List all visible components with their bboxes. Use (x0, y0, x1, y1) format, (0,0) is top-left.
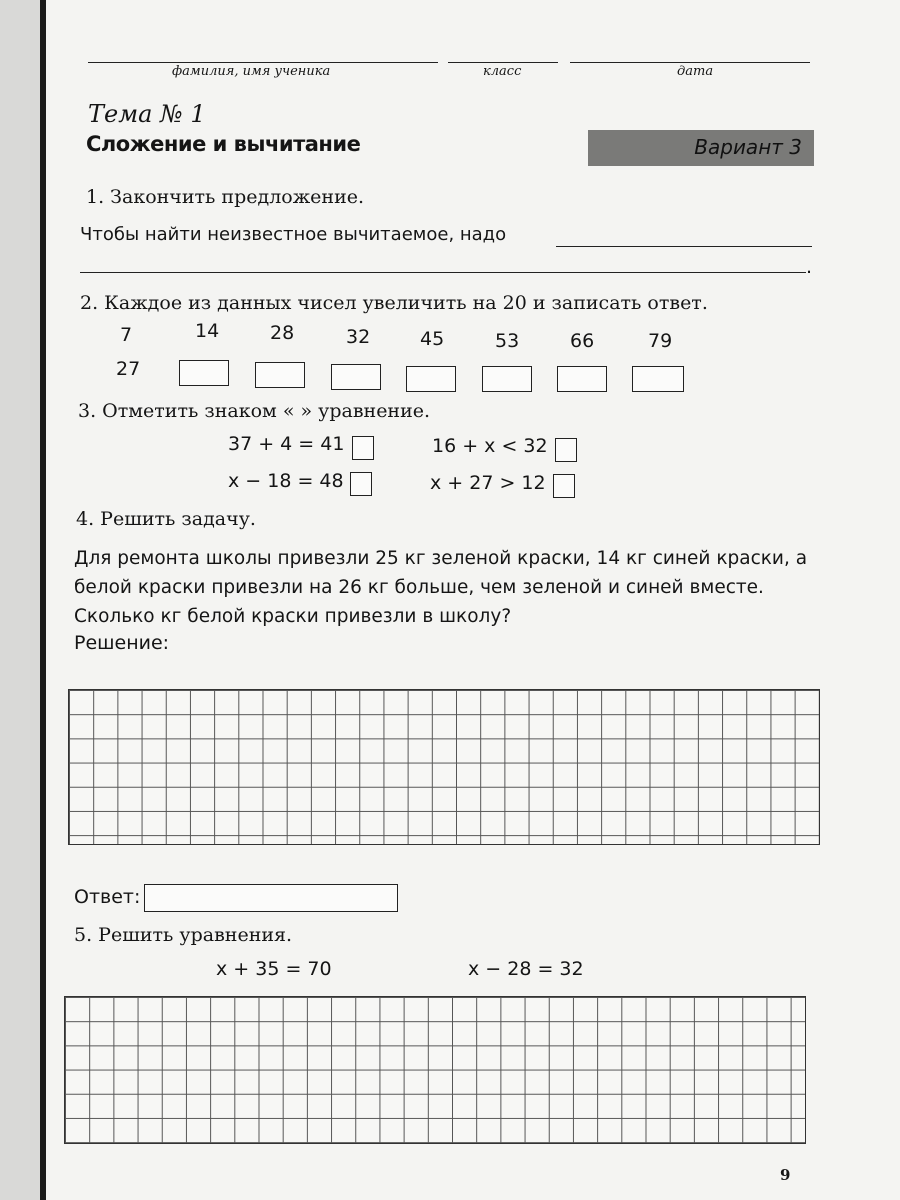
answer-label: Ответ: (74, 886, 141, 908)
answer-box[interactable] (255, 362, 305, 388)
solution-label: Решение: (74, 632, 170, 654)
checkbox[interactable] (555, 438, 577, 462)
class-caption: класс (483, 64, 522, 79)
task1-end-mark: . (806, 256, 813, 278)
equation: 37 + 4 = 41 (228, 433, 345, 455)
solution-grid[interactable] (68, 689, 820, 845)
variant-badge (588, 130, 814, 166)
number: 66 (570, 330, 595, 352)
number: 28 (270, 322, 295, 344)
number: 32 (346, 326, 371, 348)
answer-box[interactable] (482, 366, 532, 392)
equations-grid[interactable] (64, 996, 806, 1144)
task4-title: 4. Решить задачу. (76, 508, 256, 530)
number: 45 (420, 328, 445, 350)
task2-title: 2. Каждое из данных чисел увеличить на 20 и записать ответ. (80, 292, 708, 314)
checkbox[interactable] (350, 472, 372, 496)
answer-box[interactable] (179, 360, 229, 386)
topic-number: Тема № 1 (88, 100, 206, 128)
task1-answer-line-2[interactable] (80, 272, 806, 273)
page-binding (40, 0, 46, 1200)
equation: x − 28 = 32 (468, 958, 584, 980)
equation: x − 18 = 48 (228, 470, 344, 492)
answer-box[interactable] (632, 366, 684, 392)
page-number: 9 (780, 1166, 791, 1184)
task5-title: 5. Решить уравнения. (74, 924, 293, 946)
equation: x + 27 > 12 (430, 472, 546, 494)
task1-title: 1. Закончить предложение. (86, 186, 365, 208)
equation: 16 + x < 32 (432, 435, 548, 457)
topic-title: Сложение и вычитание (86, 132, 361, 156)
student-name-line[interactable] (88, 62, 438, 63)
number: 53 (495, 330, 520, 352)
answer-box[interactable] (557, 366, 607, 392)
number: 14 (195, 320, 220, 342)
checkbox[interactable] (553, 474, 575, 498)
example-answer: 27 (116, 358, 141, 380)
number: 79 (648, 330, 673, 352)
date-line[interactable] (570, 62, 810, 63)
equation: x + 35 = 70 (216, 958, 332, 980)
date-caption: дата (677, 64, 714, 79)
task4-text: Для ремонта школы привезли 25 кг зеленой краски, 14 кг синей краски, а белой краски привезли на 26 кг больше, чем зеленой и синей вместе. Сколько кг белой краски привезли в школу? (74, 548, 808, 627)
variant-label: Вариант 3 (694, 135, 802, 159)
task1-answer-line-1[interactable] (556, 246, 812, 247)
answer-box[interactable] (406, 366, 456, 392)
answer-field[interactable] (144, 884, 398, 912)
number: 7 (120, 324, 133, 346)
class-line[interactable] (448, 62, 558, 63)
answer-box[interactable] (331, 364, 381, 390)
task1-text: Чтобы найти неизвестное вычитаемое, надо (80, 224, 507, 245)
task3-title: 3. Отметить знаком « » уравнение. (78, 400, 431, 422)
checkbox[interactable] (352, 436, 374, 460)
student-name-caption: фамилия, имя ученика (172, 64, 331, 79)
